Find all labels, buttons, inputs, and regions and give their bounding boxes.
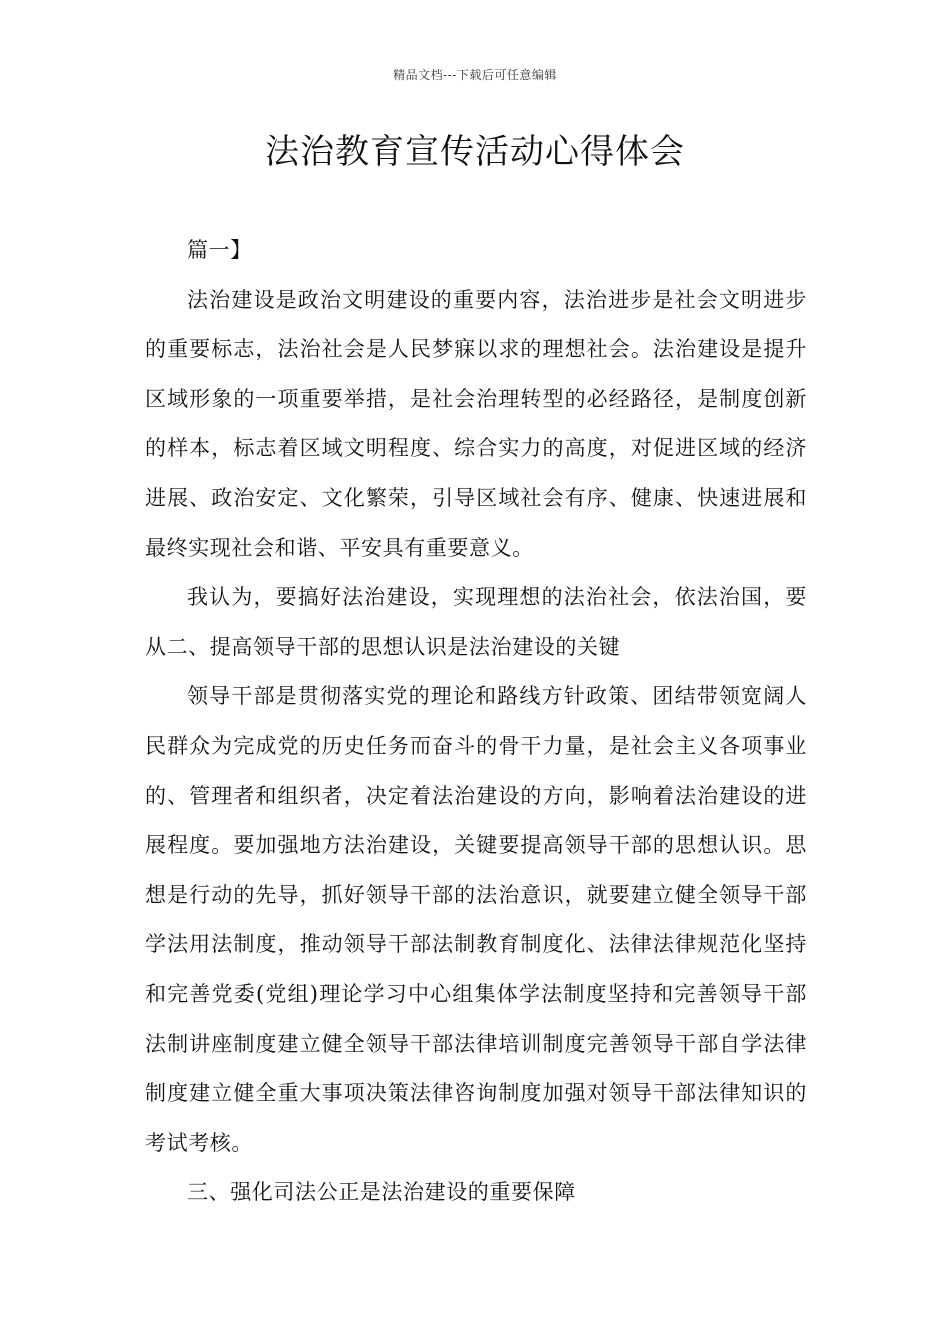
body-paragraph: 领导干部是贯彻落实党的理论和路线方针政策、团结带领宽阔人民群众为完成党的历史任务而奋斗的骨干力量，是社会主义各项事业的、管理者和组织者，决定着法治建设的方向，影响着法治建设的进展程度。要加强地方法治建设，关键要提高领导干部的思想认识。思想是行动的先导，抓好领导干部的法治意识，就要建立健全领导干部学法用法制度，推动领导干部法制教育制度化、法律法律规范化坚持和完善党委(党组)理论学习中心组集体学法制度坚持和完善领导干部法制讲座制度建立健全领导干部法律培训制度完善领导干部自学法律制度建立健全重大事项决策法律咨询制度加强对领导干部法律知识的考试考核。: [145, 684, 807, 1155]
section-heading-part-three: 三、强化司法公正是法治建设的重要保障: [187, 1180, 576, 1205]
body-paragraph: 法治建设是政治文明建设的重要内容，法治进步是社会文明进步的重要标志，法治社会是人民梦寐以求的理想社会。法治建设是提升区域形象的一项重要举措，是社会治理转型的必经路径，是制度创新的样本，标志着区域文明程度、综合实力的高度，对促进区域的经济进展、政治安定、文化繁荣，引导区域社会有序、健康、快速进展和最终实现社会和谐、平安具有重要意义。: [145, 287, 807, 560]
document-body: [145, 226, 807, 1218]
document-title: 法治教育宣传活动心得体会: [265, 132, 685, 172]
body-paragraph: 我认为，要搞好法治建设，实现理想的法治社会，依法治国，要从二、提高领导干部的思想认识是法治建设的关键: [145, 585, 807, 659]
section-heading-part-one: 篇一】: [187, 238, 252, 262]
header-note: 精品文档---下载后可任意编辑: [393, 68, 557, 82]
